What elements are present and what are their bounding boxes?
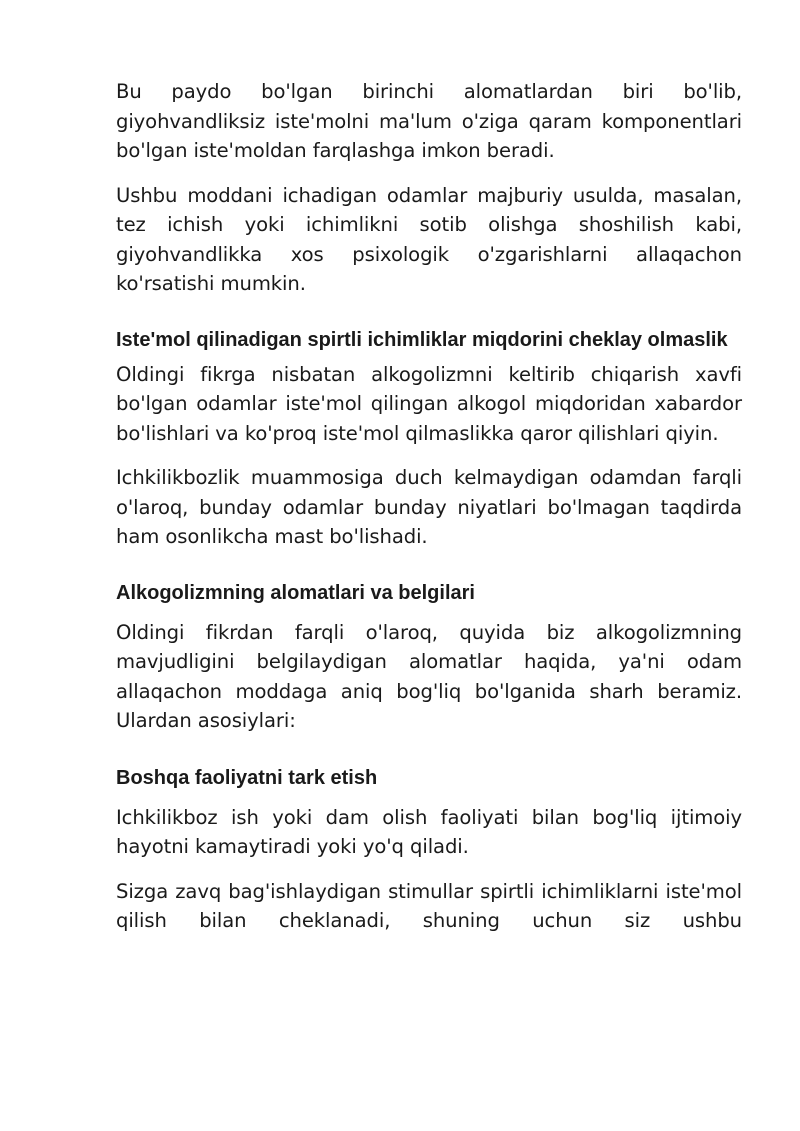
paragraph: Ichkilikboz ish yoki dam olish faoliyati bilan bog'liq ijtimoiy hayotni kamaytiradi yoki yo'q qiladi.: [116, 805, 742, 858]
paragraph: Sizga zavq bag'ishlaydigan stimullar spirtli ichimliklarni iste'mol qilish bilan cheklanadi, shuning uchun siz ushbu: [116, 879, 742, 932]
paragraph: Oldingi fikrga nisbatan alkogolizmni keltirib chiqarish xavfi bo'lgan odamlar iste'mol qilingan alkogol miqdoridan xabardor bo'lishlari va ko'proq iste'mol qilmaslikka qaror qilishlari qiyin.: [116, 362, 742, 445]
document-page: [116, 77, 742, 951]
paragraph: Ushbu moddani ichadigan odamlar majburiy usulda, masalan, tez ichish yoki ichimlikni sotib olishga shoshilish kabi, giyohvandlikka xos psixologik o'zgarishlarni allaqachon ko'rsatishi mumkin.: [116, 183, 742, 295]
section-heading: Boshqa faoliyatni tark etish: [116, 766, 378, 789]
section-heading: Iste'mol qilinadigan spirtli ichimliklar miqdorini cheklay olmaslik: [116, 328, 728, 351]
section-heading: Alkogolizmning alomatlari va belgilari: [116, 581, 475, 604]
paragraph: Oldingi fikrdan farqli o'laroq, quyida biz alkogolizmning mavjudligini belgilaydigan alomatlar haqida, ya'ni odam allaqachon moddaga aniq bog'liq bo'lganida sharh beramiz. Ulardan asosiylari:: [116, 620, 742, 732]
paragraph: Ichkilikbozlik muammosiga duch kelmaydigan odamdan farqli o'laroq, bunday odamlar bunday niyatlari bo'lmagan taqdirda ham osonlikcha mast bo'lishadi.: [116, 466, 742, 548]
paragraph: Bu paydo bo'lgan birinchi alomatlardan biri bo'lib, giyohvandliksiz iste'molni ma'lum o'ziga qaram komponentlari bo'lgan iste'moldan farqlashga imkon beradi.: [116, 80, 742, 162]
